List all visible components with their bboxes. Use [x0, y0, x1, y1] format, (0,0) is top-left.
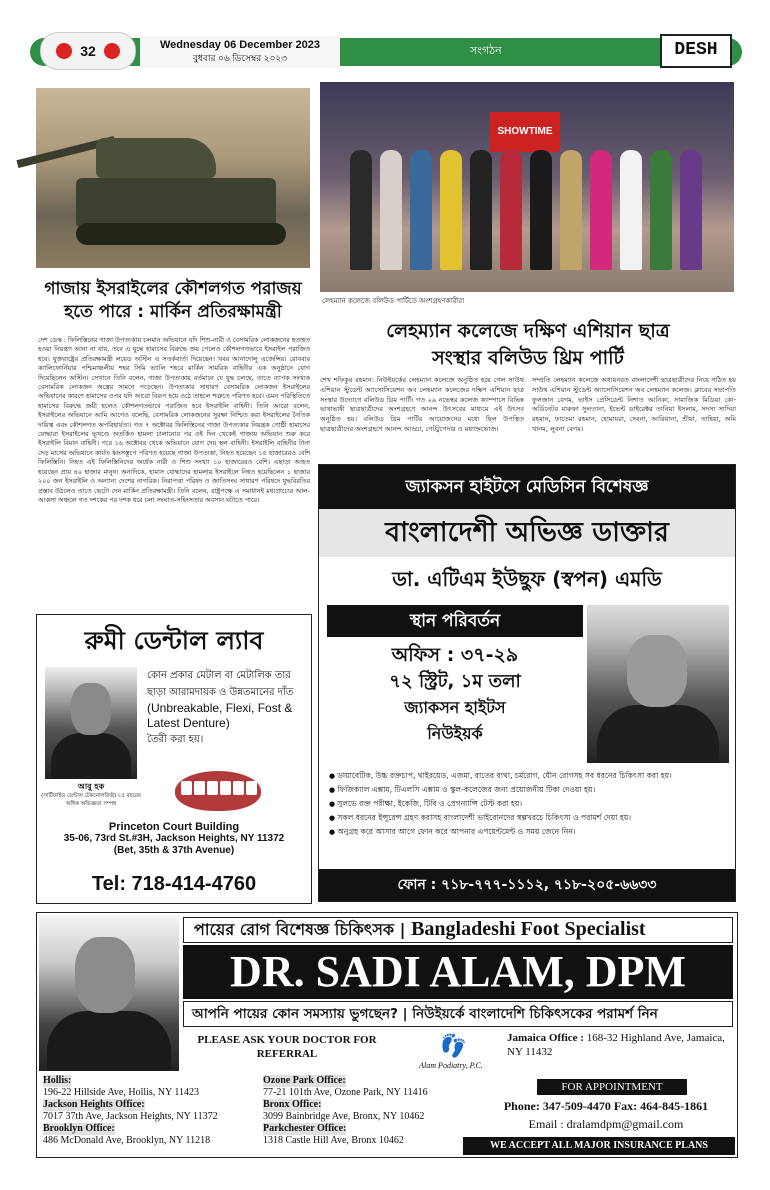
dental-title: রুমী ডেন্টাল ল্যাব	[84, 626, 264, 655]
address-line: ৭২ স্ট্রিট, ১ম তলা	[389, 671, 521, 692]
address-line: অফিস : ৩৭-২৯	[391, 644, 519, 666]
newspaper-logo: DESH	[660, 34, 732, 68]
service-item: ● সকল ধরনের ইন্সুরেন্স গ্রহণ করাসহ বাংলাদেশী ভাইবোনদের স্বল্পখরচে চিকিৎসা ও পরামর্শ দেয়া হয়।	[329, 811, 729, 825]
tank-photo	[36, 88, 310, 268]
jamaica-address: 168-32 Highland Ave, Jamaica, NY 11432	[507, 1032, 725, 1058]
practice-name: Alam Podiatry, P.C.	[419, 1061, 483, 1070]
red-circle-icon	[56, 43, 72, 59]
office-label: Bronx Office:	[263, 1099, 322, 1110]
dr-alam-photo	[39, 915, 179, 1071]
doctor-ad-name: ডা. এটিএম ইউছুফ (স্বপন) এমডি	[392, 567, 662, 591]
red-circle-icon	[104, 43, 120, 59]
doctor-ad-line2: বাংলাদেশী অভিজ্ঞ ডাক্তার	[319, 509, 735, 557]
photo-caption: লেহম্যান কলেজে বলিউড পার্টিতে অংশগ্রহণকারীরা	[322, 297, 465, 305]
foot-specialist-ad	[36, 912, 738, 1158]
office-address: 7017 37th Ave, Jackson Heights, NY 11372	[43, 1111, 218, 1122]
office-address: 77-21 101th Ave, Ozone Park, NY 11416	[263, 1087, 428, 1098]
right-headline-line2: সংস্থার বলিউড থ্রিম পার্টি	[432, 347, 624, 369]
doctor-ad	[318, 464, 736, 902]
dental-address	[37, 821, 311, 857]
office-label: Ozone Park Office:	[263, 1075, 346, 1086]
dental-desc-bn2: তৈরী করা হয়।	[147, 734, 204, 745]
office-address: 486 McDonald Ave, Brooklyn, NY 11218	[43, 1135, 211, 1146]
office-item	[43, 1075, 253, 1099]
doctor-office-address	[327, 641, 583, 747]
footprint-icon: 👣	[437, 1033, 465, 1058]
office-item	[43, 1099, 253, 1123]
address-line: জ্যাকসন হাইটস	[404, 698, 506, 717]
doctor-ad-line1: জ্যাকসন হাইটসে মেডিসিন বিশেষজ্ঞ	[319, 465, 735, 509]
dr-name: DR. SADI ALAM, DPM	[183, 945, 733, 999]
address-line: নিউইয়র্ক	[427, 724, 483, 743]
office-label: Hollis:	[43, 1075, 72, 1086]
dental-description	[147, 667, 307, 748]
foot-ad-phones: Phone: 347-509-4470 Fax: 464-845-1861	[503, 1099, 709, 1113]
specialty-bn: পায়ের রোগ বিশেষজ্ঞ চিকিৎসক	[194, 920, 395, 939]
jamaica-label: Jamaica Office :	[507, 1032, 584, 1044]
right-article-col2: সম্প্রতি লেহম্যান কলেজে অধ্যয়নরত বাংলাদেশী ছাত্রছাত্রীদের নিয়ে গঠিত হয় সাউথ এশিয়ান স্টুডেন্ট অ্যাসোসিয়েশন অব লেহম্যান কলেজ। ক্লাবের সভাপতি ফুলজান বেগম, ভাইস প্রেসিডেন্ট নিশাত আনিকা, সামাজিক মিডিয়া কো-অর্ডিনেটর মারুফা সুলতানা, ইভেন্ট ডাইরেক্টর তানিয়া ইসলাম, সদস্য সাদিয়া রহমান, ফাতেমা রহমান, হোমায়রা, দেবনা, আরিয়ানা, শ্রীয়া, তাহিয়া, অমি খানম, লুবনা বেগম।	[532, 376, 736, 433]
office-item	[43, 1123, 253, 1147]
section-name: সংগঠন	[470, 44, 502, 57]
doctor-photo	[587, 605, 729, 763]
service-item: ● অনুগ্রহ করে আসার আগে ফোন করে আপনার এপয়েন্টমেন্ট ও সময় জেনে নিন।	[329, 825, 729, 839]
left-headline-line1: গাজায় ইসরাইলের কৌশলগত পরাজয়	[44, 279, 302, 299]
insurance-banner: WE ACCEPT ALL MAJOR INSURANCE PLANS	[463, 1137, 735, 1155]
dental-ad	[36, 614, 312, 904]
date-box	[140, 36, 340, 68]
showtime-sign: SHOWTIME	[490, 112, 560, 152]
dental-phone: Tel: 718-414-4760	[91, 873, 257, 895]
header-bar	[30, 38, 742, 66]
dental-desc-en: (Unbreakable, Flexi, Fost & Latest Denture)	[147, 701, 293, 730]
practice-logo	[401, 1031, 501, 1070]
dental-owner-name: আবু হক	[77, 782, 105, 791]
foot-ad-specialty: পায়ের রোগ বিশেষজ্ঞ চিকিৎসক | Bangladeshi Foot Specialist	[183, 917, 733, 943]
page-number: 32	[80, 43, 96, 59]
dental-street: 35-06, 73rd St.#3H, Jackson Heights, NY 11372	[63, 833, 285, 844]
services-list	[329, 769, 729, 839]
dental-owner-photo	[45, 667, 137, 779]
doctor-phone: ফোন : ৭১৮-৭৭৭-১১১২, ৭১৮-২০৫-৬৬৩৩	[319, 869, 735, 901]
right-headline-line1: লেহম্যান কলেজে দক্ষিণ এশিয়ান ছাত্র	[386, 320, 670, 342]
service-item: ● সুলভে রক্ত পরীক্ষা, ইকেজি, টিবি ও প্রেগন্যান্সি টেস্ট করা হয়।	[329, 797, 729, 811]
dental-between: (Bet, 35th & 37th Avenue)	[113, 845, 235, 856]
specialty-en: Bangladeshi Foot Specialist	[411, 918, 646, 940]
dental-building: Princeton Court Building	[108, 821, 240, 833]
service-item: ● ডায়াবেটিক, উচ্চ রক্তচাপ, থাইরয়েড, এজমা, রাতের ব্যথা, চর্মরোগ, যৌন রোগসহ সব ধরনের চিকিৎসা করা হয়।	[329, 769, 729, 783]
left-article-body: দেশ ডেস্ক : ফিলিস্তিনের গাজা উপত্যকায় চলমান অভিযানে যদি শিশু-নারী ও বেসামরিক লোকজনের হতাহত হওয়া নিয়ন্ত্রণ আনা না যায়, তবে এ যুদ্ধে হামাসের বিরুদ্ধে জয় পেলেও কৌশলগতভাবে ইসরাইল পরাজিত হবে। যুক্তরাষ্ট্রের প্রতিরক্ষামন্ত্রী লয়েড অস্টিন এ সতর্কবার্তা দিয়েছেন। খবর আনাদোলু এজেন্সির। রোববার ক্যালিফোর্নিয়ার পশ্চিমাঞ্চলীয় শহর সিমি ভ্যালি শহরে মার্কিন সামরিক বাহিনীর এক অনুষ্ঠানে যোগ দিয়েছিলেন অস্টিন। সেখানে তিনি বলেন, গাজা উপত্যকায় বর্তমানে যে যুদ্ধ চলছে, তাতে ব্যাপক সংখ্যক বেসামরিক লোকজন অস্ত্রের সামনে পড়েছেন। উপত্যকার সাধারণ বেসামরিক লোকজন ইসরাইলের অভিযানের কারণে হামাসের ওপর যদি আরো বিরূপ হয়ে ওঠে তাহলে শত্রুতে পরিণত হবে। এমন পরিস্থিতিতে হামাসের বিরুদ্ধে জয়ী হলেও কৌশলগতভাবে পরাজিত হবে ইসরাইলি বাহিনী। তিনি আরো বলেন, ইসরাইলের অভিযানে আমি আগেও বলেছি, বেসামরিক লোকজনের সুরক্ষা নিশ্চিত করা ইসরাইলের নৈতিক দায়িত্ব এবং কৌশলগত অপরিহার্যতা। গত ৭ অক্টোবর ফিলিস্তিনের গাজা উপত্যকার নিয়ন্ত্রক গোষ্ঠী হামাসের যোদ্ধারা ইসরাইলের ভূখণ্ডে অতর্কিত হামলা চালানোর পর ওই দিন থেকেই গাজায় অভিযান শুরু করে ইসরাইলি বিমান বাহিনী। পরে ১৬ অক্টোবর থেকে অভিযানে যোগ দেয় স্থল বাহিনী। ইসরাইলি বাহিনীর টানা দেড় মাসের অভিযানে কার্যত ধ্বংসস্তূপে পরিণত হয়েছে গাজা উপত্যকা, নিহত হয়েছেন ১৫ হাজারেরও বেশি ফিলিস্তিনি। নিহত এই ফিলিস্তিনিদের অর্ধেক নারী ও শিশু সংখ্যা ১০ হাজারেরও বেশি। এছাড়া আহত হয়েছেন প্রায় ৪০ হাজার মানুষ। অন্যদিকে, হামাস যোদ্ধাদের হামলায় ইসরাইলে নিহত হয়েছিলেন ১ হাজার ২০০ জন ইসরাইলি ও অন্যান্য দেশের নাগরিক। নিরাপত্তা পরিষদ ও জাতিসংঘ সাধারণ পরিষদে যুদ্ধবিরতির প্রস্তাব উঠলেও তাতে ভেটো দেন মার্কিন প্রতিরক্ষামন্ত্রী। তিনি বলেন, রাষ্ট্রপক্ষে এ সমাধানই মধ্যপ্রাচ্যের আল-আকসা অঞ্চলে গত দশকের পর দশক ধরে চলা সংঘাত-সহিংসতার অবসান ঘটাতে পারে।	[38, 336, 310, 504]
service-item: ● ফিজিক্যাল এক্সাম, টিএলসি এক্সাম ও স্কুল-কলেজের জন্য প্রয়োজনীয় টিকা দেওয়া হয়।	[329, 783, 729, 797]
party-photo	[320, 82, 734, 292]
office-address: 3099 Bainbridge Ave, Bronx, NY 10462	[263, 1111, 425, 1122]
location-changed-banner: স্থান পরিবর্তন	[327, 605, 583, 637]
right-article-col1: শেখ শফিকুর রহমান: নিউইয়র্কের লেহম্যান কলেজে অনুষ্ঠিত হয়ে গেল সাউথ এশিয়ান স্টুডেন্ট অ্যাসোসিয়েশন অব লেহম্যান কলেজের দক্ষিণ এশিয়ান ছাত্র সংস্থার উদ্যোগে বলিউড থ্রিম পার্টি। গত ২৯ নভেম্বর কলেজ ক্যাম্পাসে বিভিন্ন ভাষাভাষী ছাত্রছাত্রীদের অংশগ্রহণে আনন্দ উৎসবের মাধ্যমে এই উৎসব অনুষ্ঠিত হয়। বলিউড থ্রিম পার্টির আয়োজনের মধ্যে ছিল উপস্থিত ছাত্রছাত্রীদের অংশগ্রহণে আনন্দ আড্ডা, গেটটুগেদার ও মধ্যাহ্নভোজ।	[320, 376, 524, 433]
office-label: Parkchester Office:	[263, 1123, 347, 1134]
office-label: Brooklyn Office:	[43, 1123, 115, 1134]
office-item	[263, 1075, 473, 1099]
office-address: 1318 Castle Hill Ave, Bronx 10462	[263, 1135, 404, 1146]
teeth-smile-image	[175, 771, 261, 811]
date-bengali: বুধবার ০৬ ডিসেম্বর ২০২৩	[192, 53, 288, 63]
office-item	[263, 1099, 473, 1123]
foot-ad-email: Email : dralamdpm@gmail.com	[528, 1117, 684, 1131]
dental-desc-bn: কোন প্রকার মেটাল বা মেটালিক তার ছাড়া আরামদায়ক ও উন্নতমানের দাঁত	[147, 670, 294, 698]
office-address: 196-22 Hillside Ave, Hollis, NY 11423	[43, 1087, 200, 1098]
left-headline	[36, 278, 310, 324]
page-header	[30, 32, 742, 70]
office-label: Jackson Heights Office:	[43, 1099, 145, 1110]
foot-ad-question: আপনি পায়ের কোন সমস্যায় ভুগছেন? | নিউইয়র্কে বাংলাদেশি চিকিৎসকের পরামর্শ নিন	[183, 1001, 733, 1027]
appointment-banner: FOR APPOINTMENT	[537, 1079, 687, 1095]
office-item	[263, 1123, 473, 1147]
page-number-badge	[40, 32, 136, 70]
dental-owner-credentials: (সার্টিফাইড ডেন্টাল টেকনোলজিষ্ট) ২৫ বছরের অধিক অভিজ্ঞতা সম্পন্ন	[41, 793, 141, 807]
date-english: Wednesday 06 December 2023	[160, 39, 320, 51]
right-headline	[320, 318, 736, 372]
referral-note: PLEASE ASK YOUR DOCTOR FOR REFERRAL	[197, 1034, 377, 1060]
jamaica-office	[507, 1031, 737, 1059]
left-headline-line2: হতে পারে : মার্কিন প্রতিরক্ষামন্ত্রী	[64, 302, 282, 322]
